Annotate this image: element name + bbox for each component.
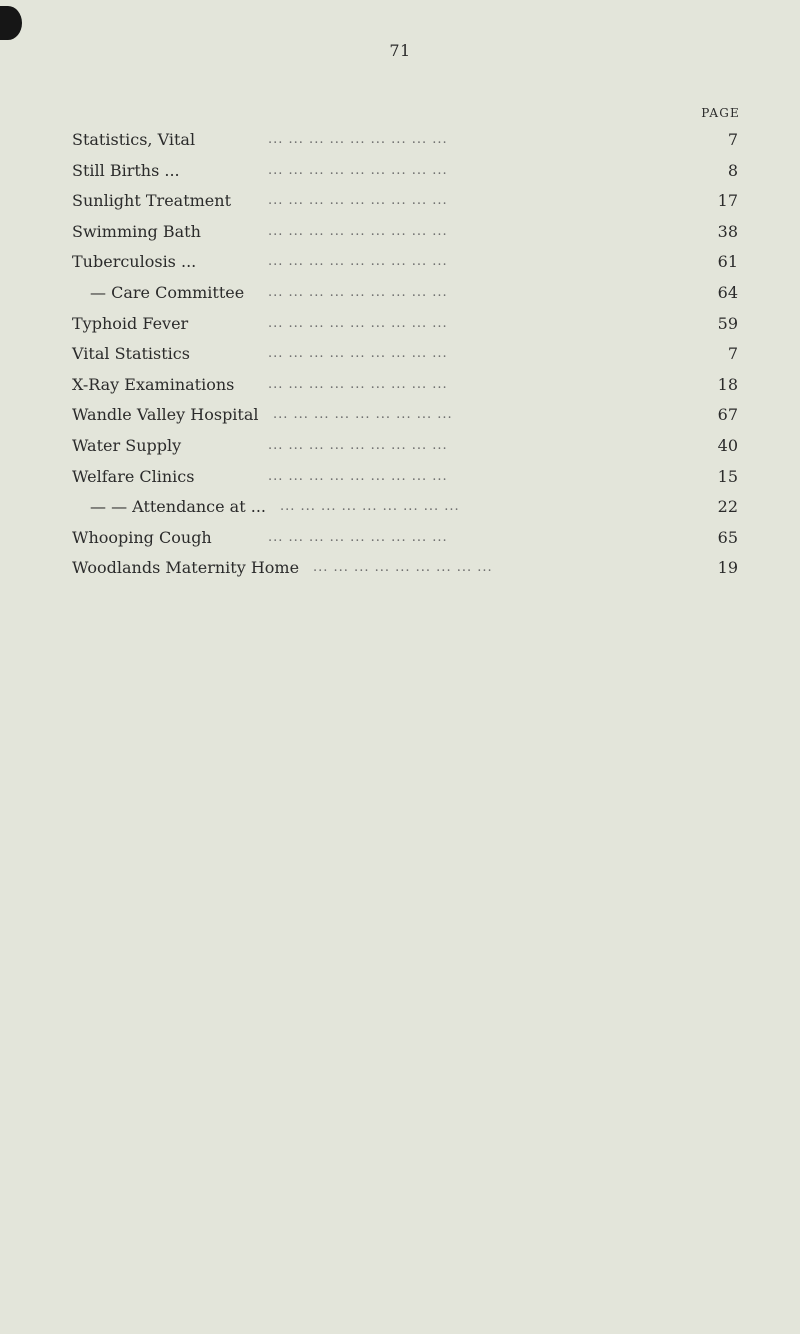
dot-leader: ... ... ... ... ... ... ... ... ... (268, 254, 448, 270)
entry-page: 7 (727, 344, 738, 364)
entry-label: Welfare Clinics (72, 466, 195, 486)
entry-page: 67 (717, 405, 738, 425)
dot-leader: ... ... ... ... ... ... ... ... ... (273, 407, 453, 423)
index-entry (72, 217, 740, 248)
entry-label: Still Births ... (72, 160, 180, 180)
index-entry (72, 553, 740, 584)
entry-label: Woodlands Maternity Home (72, 558, 300, 578)
entry-label: — Care Committee (90, 282, 245, 302)
dot-leader: ... ... ... ... ... ... ... ... ... (268, 437, 448, 453)
entry-label: Tuberculosis ... (72, 252, 197, 272)
dot-leader: ... ... ... ... ... ... ... ... ... (313, 560, 493, 576)
entry-label: Whooping Cough (72, 527, 212, 547)
entry-page: 8 (727, 160, 738, 180)
index-list (72, 125, 740, 584)
index-entry (72, 339, 740, 370)
entry-page: 40 (717, 435, 738, 455)
entry-page: 18 (717, 374, 738, 394)
binding-mark (0, 6, 22, 40)
dot-leader: ... ... ... ... ... ... ... ... ... (268, 315, 448, 331)
index-entry (72, 523, 740, 554)
entry-page: 61 (717, 252, 738, 272)
index-entry (72, 492, 740, 523)
page-number: 71 (389, 41, 411, 60)
index-entry (72, 431, 740, 462)
page-column-header: PAGE (701, 106, 740, 120)
dot-leader: ... ... ... ... ... ... ... ... ... (268, 529, 448, 545)
dot-leader: ... ... ... ... ... ... ... ... ... (268, 193, 448, 209)
entry-label: Swimming Bath (72, 221, 201, 241)
entry-label: Statistics, Vital (72, 130, 196, 149)
dot-leader: ... ... ... ... ... ... ... ... ... (268, 162, 448, 178)
entry-label: Wandle Valley Hospital (72, 405, 259, 425)
entry-page: 19 (717, 558, 738, 578)
entry-page: 64 (717, 282, 738, 302)
dot-leader: ... ... ... ... ... ... ... ... ... (280, 499, 460, 515)
entry-label: Water Supply (72, 435, 182, 455)
dot-leader: ... ... ... ... ... ... ... ... ... (268, 284, 448, 300)
entry-label: X-Ray Examinations (72, 374, 235, 394)
entry-page: 38 (717, 221, 738, 241)
entry-page: 22 (717, 497, 738, 517)
index-entry (72, 156, 740, 187)
index-entry (72, 247, 740, 278)
entry-page: 17 (717, 191, 738, 211)
dot-leader: ... ... ... ... ... ... ... ... ... (268, 223, 448, 239)
index-entry (72, 186, 740, 217)
index-entry (72, 125, 740, 156)
dot-leader: ... ... ... ... ... ... ... ... ... (268, 346, 448, 362)
dot-leader: ... ... ... ... ... ... ... ... ... (268, 132, 448, 147)
entry-page: 15 (717, 466, 738, 486)
entry-page: 59 (717, 313, 738, 333)
entry-label: — — Attendance at ... (90, 497, 266, 517)
entry-label: Sunlight Treatment (72, 191, 231, 211)
dot-leader: ... ... ... ... ... ... ... ... ... (268, 468, 448, 484)
index-entry (72, 370, 740, 401)
entry-label: Typhoid Fever (72, 313, 189, 333)
entry-label: Vital Statistics (72, 344, 190, 364)
entry-page: 65 (717, 527, 738, 547)
index-entry (72, 278, 740, 309)
dot-leader: ... ... ... ... ... ... ... ... ... (268, 376, 448, 392)
index-entry (72, 309, 740, 340)
index-entry (72, 462, 740, 493)
entry-page: 7 (727, 130, 738, 149)
index-entry (72, 400, 740, 431)
